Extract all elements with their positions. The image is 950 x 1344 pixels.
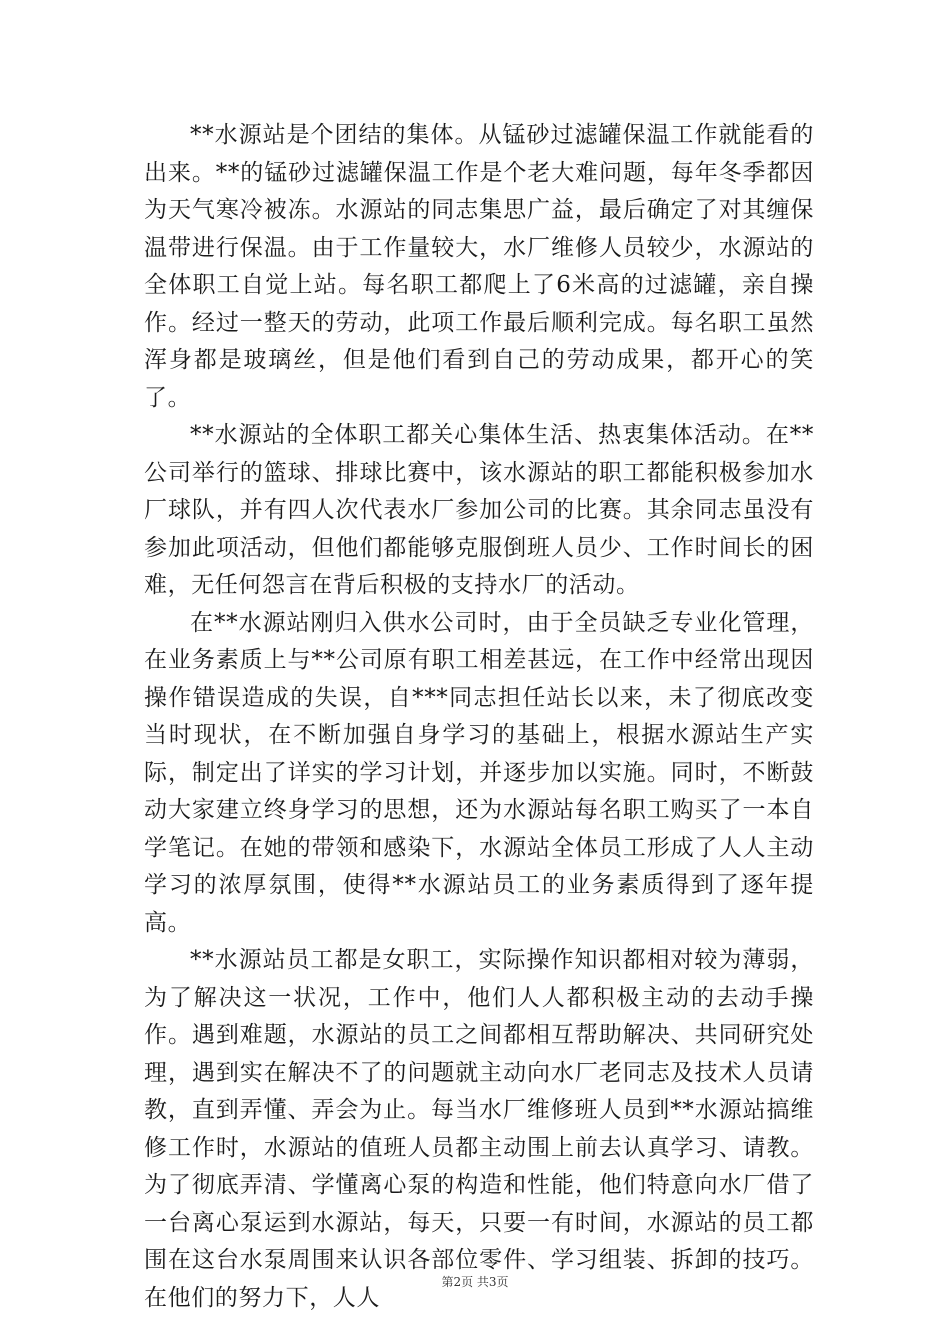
document-body: [144, 117, 814, 1317]
paragraph-2: **水源站的全体职工都关心集体生活、热衷集体活动。在**公司举行的篮球、排球比赛中，该水源站的职工都能积极参加水厂球队，并有四人次代表水厂参加公司的比赛。其余同志虽没有参加此项活动，但他们都能够克服倒班人员少、工作时间长的困难，无任何怨言在背后积极的支持水厂的活动。: [144, 422, 814, 598]
page-number: 第2页 共3页: [441, 1275, 509, 1289]
paragraph-3: 在**水源站刚归入供水公司时，由于全员缺乏专业化管理，在业务素质上与**公司原有职工相差甚远，在工作中经常出现因操作错误造成的失误，自***同志担任站长以来，未了彻底改变当时现状，在不断加强自身学习的基础上，根据水源站生产实际，制定出了详实的学习计划，并逐步加以实施。同时，不断鼓动大家建立终身学习的思想，还为水源站每名职工购买了一本自学笔记。在她的带领和感染下，水源站全体员工形成了人人主动学习的浓厚氛围，使得**水源站员工的业务素质得到了逐年提高。: [144, 609, 814, 936]
paragraph-4: **水源站员工都是女职工，实际操作知识都相对较为薄弱，为了解决这一状况，工作中，他们人人都积极主动的去动手操作。遇到难题，水源站的员工之间都相互帮助解决、共同研究处理，遇到实在解决不了的问题就主动向水厂老同志及技术人员请教，直到弄懂、弄会为止。每当水厂维修班人员到**水源站搞维修工作时，水源站的值班人员都主动围上前去认真学习、请教。为了彻底弄清、学懂离心泵的构造和性能，他们特意向水厂借了一台离心泵运到水源站，每天，只要一有时间，水源站的员工都围在这台水泵周围来认识各部位零件、学习组装、拆卸的技巧。在他们的努力下，人人: [144, 947, 814, 1311]
page-footer: [0, 1273, 950, 1290]
paragraph-1: **水源站是个团结的集体。从锰砂过滤罐保温工作就能看的出来。**的锰砂过滤罐保温工作是个老大难问题，每年冬季都因为天气寒冷被冻。水源站的同志集思广益，最后确定了对其缠保温带进行保温。由于工作量较大，水厂维修人员较少，水源站的全体职工自觉上站。每名职工都爬上了6米高的过滤罐，亲自操作。经过一整天的劳动，此项工作最后顺利完成。每名职工虽然浑身都是玻璃丝，但是他们看到自己的劳动成果，都开心的笑了。: [144, 122, 814, 411]
